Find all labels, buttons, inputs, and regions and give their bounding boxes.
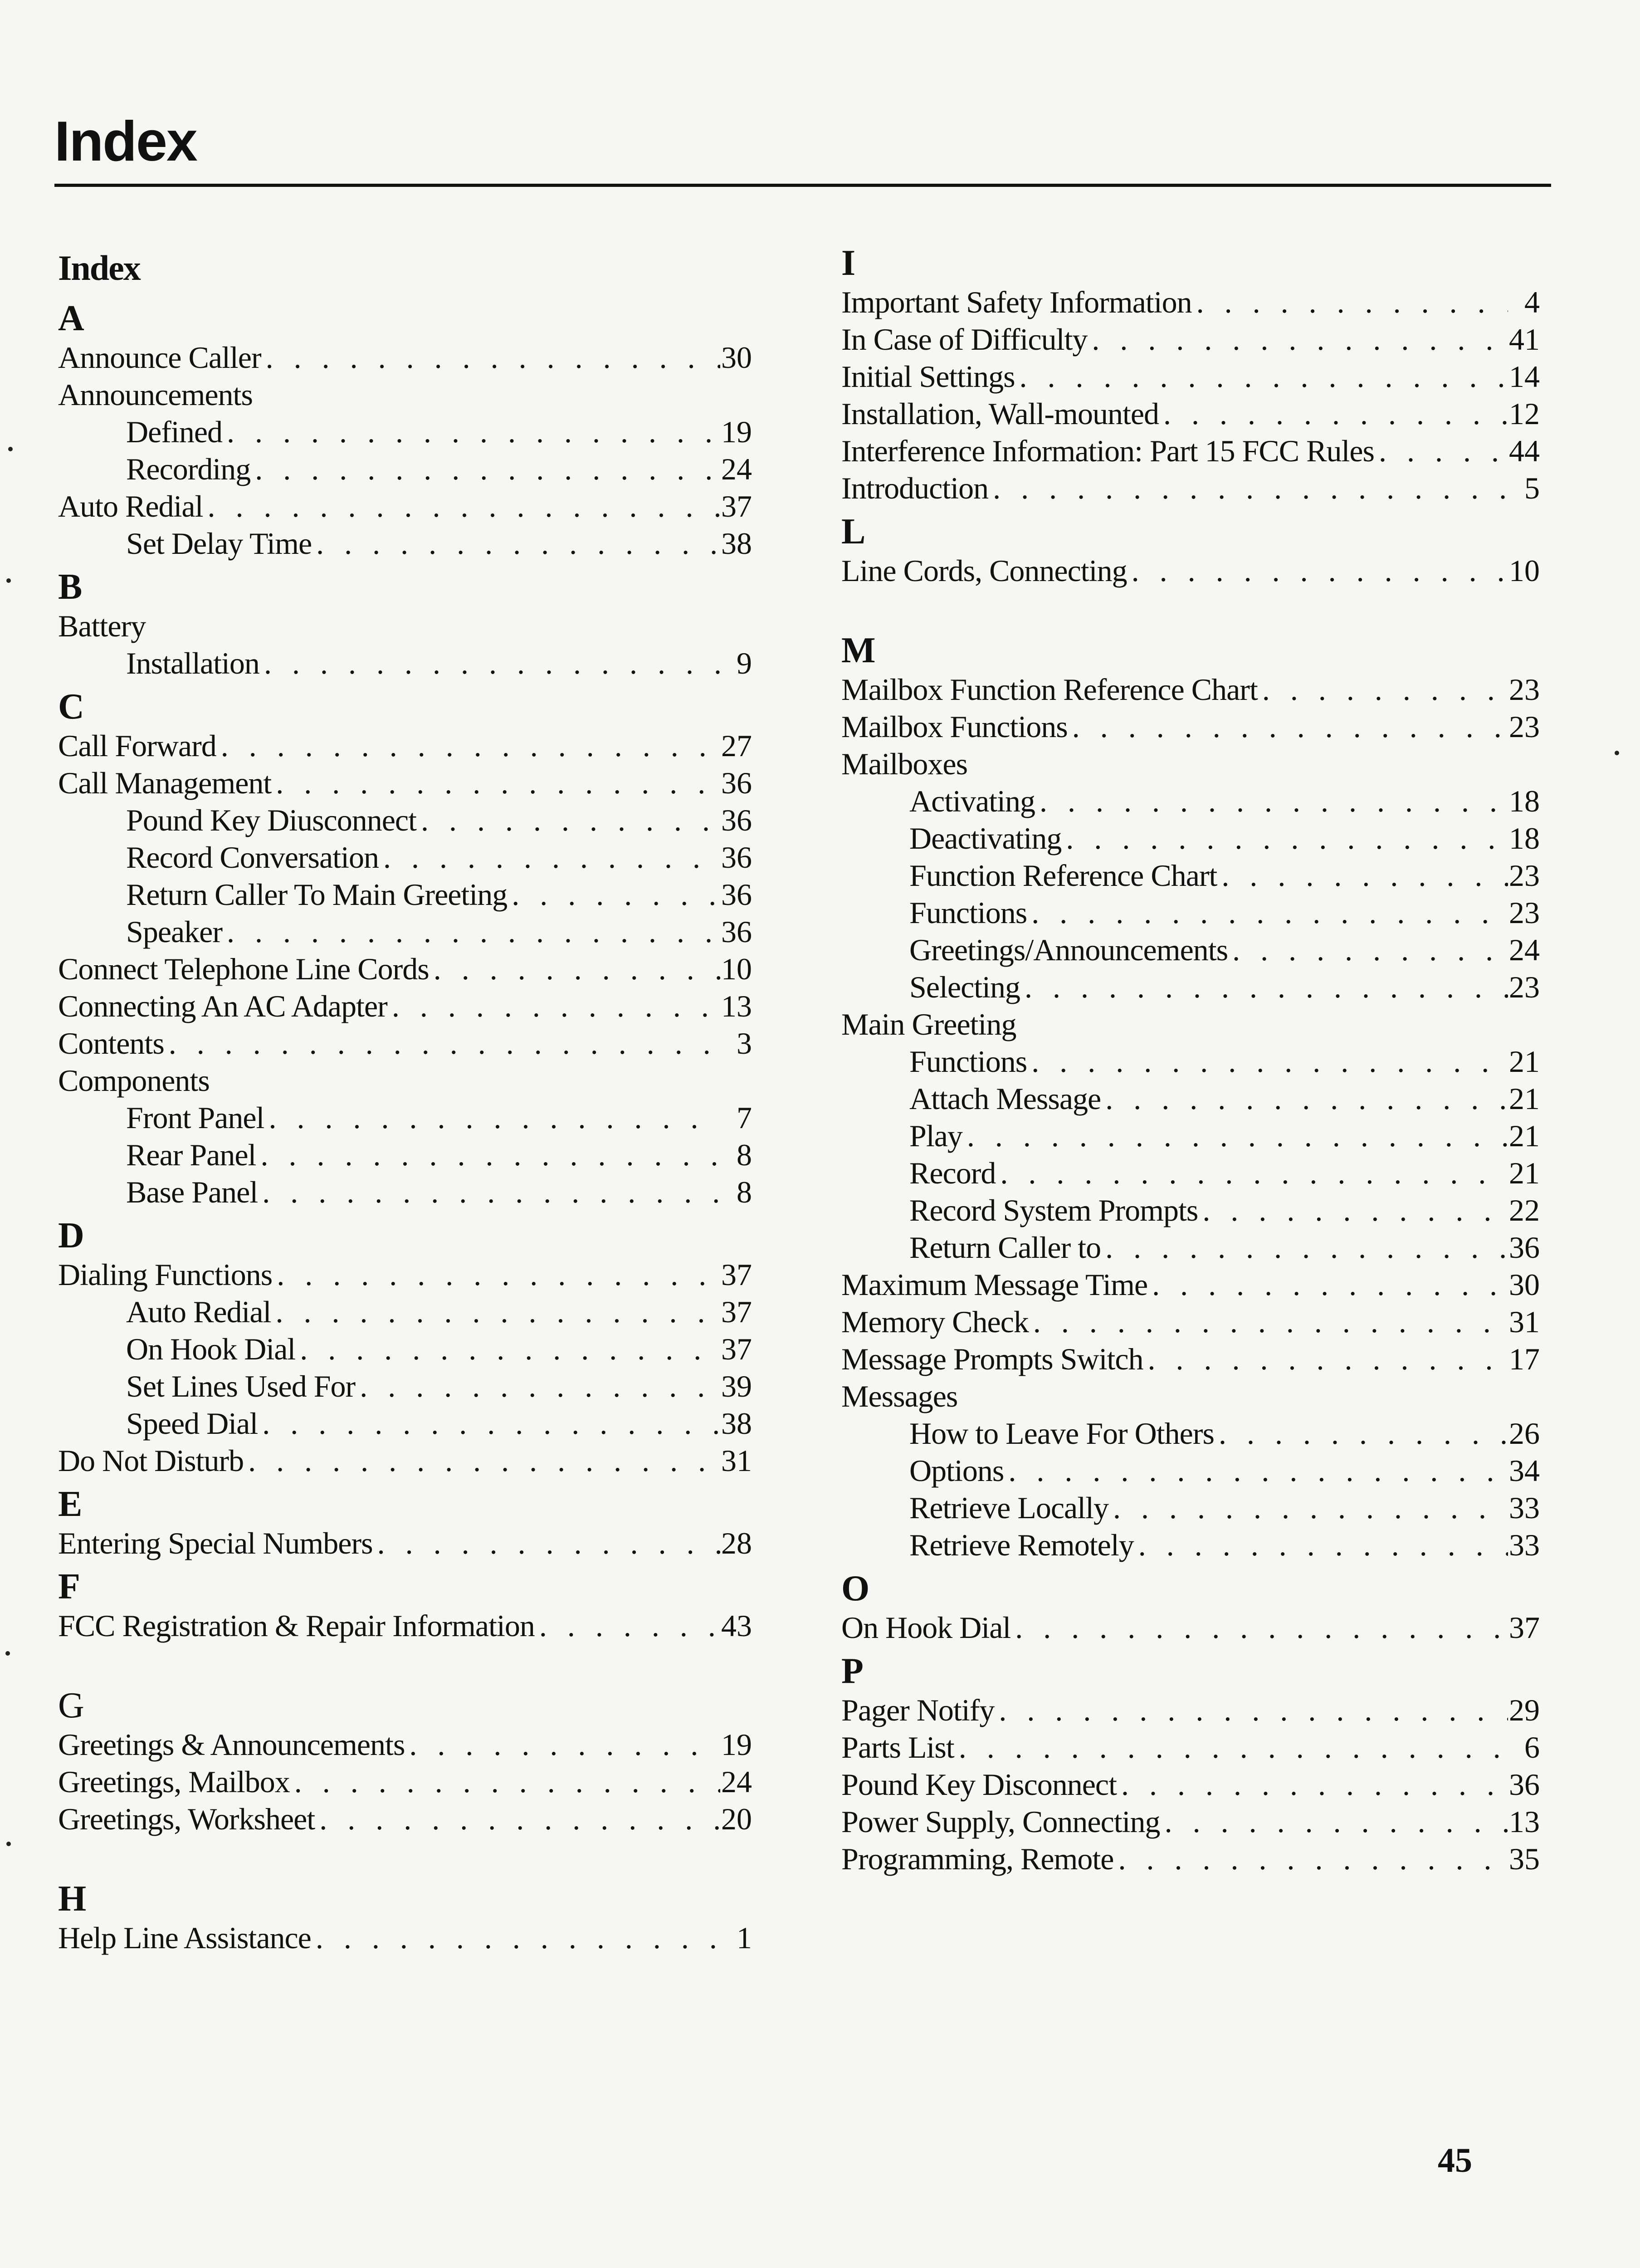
entry-page-number: 20 (721, 1802, 752, 1836)
dot-leader (988, 469, 1508, 507)
entry-term: Installation, Wall-mounted (841, 396, 1159, 431)
dot-leader (312, 525, 720, 562)
section-letter-p: P (841, 1651, 864, 1691)
entry-page-number: 23 (1509, 858, 1540, 893)
dot-leader (387, 987, 720, 1025)
index-subentry (58, 876, 752, 913)
dot-leader (1143, 1340, 1508, 1378)
index-entry (841, 1378, 1540, 1415)
entry-page-number: 36 (1509, 1767, 1540, 1802)
index-entry (841, 671, 1540, 708)
entry-term: Options (909, 1453, 1004, 1488)
entry-page-number: 6 (1524, 1730, 1540, 1765)
entry-term: Do Not Disturb (58, 1443, 244, 1478)
entry-term: Mailbox Function Reference Chart (841, 672, 1258, 707)
entry-page-number: 19 (721, 415, 752, 449)
entry-term: FCC Registration & Repair Information (58, 1608, 535, 1643)
section-letter-i: I (841, 243, 856, 283)
entry-term: Components (58, 1063, 210, 1098)
entry-page-number: 34 (1509, 1453, 1540, 1488)
entry-term: Help Line Assistance (58, 1921, 311, 1955)
dot-leader (222, 413, 720, 450)
entry-term: Call Management (58, 766, 272, 800)
dot-leader (507, 876, 720, 913)
dot-leader (1027, 894, 1508, 931)
section-letter-d: D (58, 1216, 84, 1256)
entry-term: Programming, Remote (841, 1842, 1114, 1876)
index-subentry (58, 1405, 752, 1442)
entry-page-number: 31 (721, 1443, 752, 1478)
index-subtitle: Index (58, 248, 140, 288)
dot-leader (1101, 1080, 1508, 1117)
index-subentry (58, 413, 752, 450)
entry-page-number: 21 (1509, 1119, 1540, 1153)
entry-page-number: 36 (721, 877, 752, 912)
index-subentry (841, 1080, 1540, 1117)
entry-page-number: 13 (721, 989, 752, 1023)
entry-page-number: 4 (1524, 285, 1540, 319)
entry-term: Greetings & Announcements (58, 1727, 405, 1762)
entry-term: Maximum Message Time (841, 1267, 1148, 1302)
dot-leader (271, 764, 720, 802)
entry-term: Messages (841, 1379, 958, 1413)
entry-term: On Hook Dial (841, 1610, 1011, 1645)
entry-page-number: 39 (721, 1369, 752, 1403)
dot-leader (1027, 1043, 1508, 1080)
index-entry (58, 727, 752, 764)
entry-page-number: 24 (1509, 933, 1540, 967)
entry-term: Selecting (909, 970, 1020, 1004)
entry-term: Activating (909, 784, 1035, 818)
dot-leader (1061, 820, 1508, 857)
entry-page-number: 28 (721, 1526, 752, 1560)
index-entry (841, 1803, 1540, 1840)
section-letter-g: G (58, 1686, 84, 1725)
dot-leader (203, 488, 720, 525)
entry-term: How to Leave For Others (909, 1416, 1214, 1451)
dot-leader (311, 1919, 720, 1956)
entry-page-number: 37 (721, 1295, 752, 1329)
entry-term: Front Panel (126, 1100, 264, 1135)
dot-leader (379, 839, 720, 876)
entry-term: Power Supply, Connecting (841, 1804, 1160, 1839)
index-entry (58, 1256, 752, 1293)
entry-term: Mailboxes (841, 747, 968, 781)
entry-page-number: 27 (721, 728, 752, 763)
index-entry (58, 488, 752, 525)
index-entry (58, 987, 752, 1025)
dot-leader (373, 1525, 720, 1562)
entry-page-number: 26 (1509, 1416, 1540, 1451)
entry-page-number: 37 (721, 1332, 752, 1366)
entry-page-number: 33 (1509, 1528, 1540, 1562)
entry-term: Record (909, 1156, 996, 1190)
scan-speck (1615, 751, 1619, 755)
entry-page-number: 10 (721, 952, 752, 986)
entry-term: Introduction (841, 471, 989, 505)
entry-term: Deactivating (909, 821, 1062, 855)
index-entry (58, 339, 752, 376)
entry-term: Greetings, Worksheet (58, 1802, 315, 1836)
entry-term: Initial Settings (841, 359, 1015, 394)
section-letter-o: O (841, 1569, 870, 1608)
index-subentry (841, 1154, 1540, 1192)
index-entry (841, 1766, 1540, 1803)
entry-page-number: 10 (1509, 553, 1540, 588)
entry-page-number: 38 (721, 1406, 752, 1441)
dot-leader (954, 1729, 1508, 1766)
index-entry (841, 1691, 1540, 1729)
entry-page-number: 23 (1509, 672, 1540, 707)
entry-page-number: 24 (721, 1765, 752, 1799)
dot-leader (1068, 708, 1508, 745)
index-subentry (841, 1229, 1540, 1266)
index-entry (841, 284, 1540, 321)
dot-leader (1134, 1526, 1508, 1564)
index-subentry (58, 913, 752, 950)
entry-page-number: 38 (721, 526, 752, 561)
section-letter-a: A (58, 298, 84, 338)
index-entry (841, 708, 1540, 745)
index-subentry (841, 1489, 1540, 1526)
entry-term: Connecting An AC Adapter (58, 989, 387, 1023)
dot-leader (244, 1442, 720, 1479)
index-subentry (58, 645, 752, 682)
entry-term: Announce Caller (58, 340, 261, 375)
entry-term: Mailbox Functions (841, 709, 1068, 744)
entry-term: Function Reference Chart (909, 858, 1217, 893)
entry-term: Pound Key Disconnect (841, 1767, 1117, 1802)
entry-page-number: 23 (1509, 895, 1540, 930)
dot-leader (222, 913, 720, 950)
entry-term: Pager Notify (841, 1693, 995, 1727)
index-entry (841, 321, 1540, 358)
entry-term: Dialing Functions (58, 1257, 273, 1292)
entry-term: Main Greeting (841, 1007, 1016, 1041)
entry-term: Memory Check (841, 1305, 1029, 1339)
dot-leader (1198, 1192, 1508, 1229)
entry-page-number: 19 (721, 1727, 752, 1762)
scan-speck (8, 447, 13, 451)
entry-term: Greetings, Mailbox (58, 1765, 290, 1799)
entry-page-number: 21 (1509, 1044, 1540, 1079)
dot-leader (264, 1099, 720, 1136)
dot-leader (1217, 857, 1508, 894)
entry-page-number: 36 (721, 766, 752, 800)
dot-leader (295, 1330, 720, 1368)
index-entry (58, 376, 752, 413)
dot-leader (1010, 1609, 1508, 1646)
entry-term: Line Cords, Connecting (841, 553, 1127, 588)
dot-leader (1108, 1489, 1508, 1526)
entry-term: Record Conversation (126, 840, 379, 875)
entry-page-number: 3 (737, 1026, 752, 1061)
dot-leader (1147, 1266, 1508, 1303)
dot-leader (1101, 1229, 1508, 1266)
entry-term: Call Forward (58, 728, 216, 763)
page-header (54, 110, 1551, 187)
entry-page-number: 18 (1509, 821, 1540, 855)
entry-term: Interference Information: Part 15 FCC Rules (841, 434, 1375, 468)
index-entry (841, 745, 1540, 782)
index-entry (841, 1840, 1540, 1877)
index-subentry (841, 1415, 1540, 1452)
dot-leader (405, 1726, 720, 1763)
index-subentry (58, 1099, 752, 1136)
left-sections (58, 293, 752, 1956)
index-entry (841, 1006, 1540, 1043)
index-entry (58, 607, 752, 645)
dot-leader (416, 802, 720, 839)
entry-term: Return Caller to (909, 1230, 1101, 1265)
entry-term: Installation (126, 646, 259, 680)
entry-term: Record System Prompts (909, 1193, 1198, 1227)
entry-page-number: 13 (1509, 1804, 1540, 1839)
entry-page-number: 37 (721, 489, 752, 523)
entry-page-number: 36 (721, 840, 752, 875)
dot-leader (1214, 1415, 1508, 1452)
dot-leader (258, 1173, 720, 1211)
dot-leader (535, 1607, 720, 1644)
index-subentry (841, 968, 1540, 1006)
entry-term: Speaker (126, 914, 223, 949)
entry-page-number: 17 (1509, 1342, 1540, 1376)
entry-term: Attach Message (909, 1081, 1101, 1116)
page-number: 45 (1438, 2141, 1472, 2180)
dot-leader (256, 1136, 720, 1173)
entry-page-number: 36 (721, 914, 752, 949)
entry-term: Auto Redial (58, 489, 203, 523)
index-subentry (841, 1043, 1540, 1080)
entry-page-number: 18 (1509, 784, 1540, 818)
entry-term: Return Caller To Main Greeting (126, 877, 508, 912)
index-entry (841, 358, 1540, 395)
index-entry (841, 1609, 1540, 1646)
entry-page-number: 21 (1509, 1156, 1540, 1190)
entry-term: Speed Dial (126, 1406, 258, 1441)
dot-leader (164, 1025, 720, 1062)
entry-page-number: 33 (1509, 1491, 1540, 1525)
entry-page-number: 36 (1509, 1230, 1540, 1265)
dot-leader (1374, 432, 1508, 469)
dot-leader (355, 1368, 720, 1405)
entry-page-number: 8 (737, 1138, 752, 1172)
index-subentry (58, 1368, 752, 1405)
index-entry (841, 1729, 1540, 1766)
index-subentry (58, 450, 752, 488)
dot-leader (1258, 671, 1508, 708)
entry-term: Set Lines Used For (126, 1369, 356, 1403)
index-column-right (841, 238, 1540, 1877)
index-subentry (841, 1117, 1540, 1154)
dot-leader (216, 727, 720, 764)
index-subentry (58, 1330, 752, 1368)
entry-term: In Case of Difficulty (841, 322, 1088, 357)
entry-page-number: 14 (1509, 359, 1540, 394)
section-letter-b: B (58, 567, 83, 607)
index-entry (58, 1607, 752, 1644)
dot-leader (429, 950, 720, 987)
entry-page-number: 5 (1524, 471, 1540, 505)
index-entry (58, 1800, 752, 1838)
entry-term: On Hook Dial (126, 1332, 296, 1366)
section-letter-h: H (58, 1879, 87, 1919)
index-entry (58, 1025, 752, 1062)
entry-page-number: 44 (1509, 434, 1540, 468)
entry-page-number: 30 (1509, 1267, 1540, 1302)
entry-term: Announcements (58, 377, 253, 412)
entry-page-number: 9 (737, 646, 752, 680)
dot-leader (250, 450, 720, 488)
index-subentry (841, 857, 1540, 894)
entry-page-number: 30 (721, 340, 752, 375)
entry-term: Pound Key Diusconnect (126, 803, 417, 837)
right-sections (841, 238, 1540, 1877)
index-subentry (58, 1293, 752, 1330)
index-subentry (58, 839, 752, 876)
section-letter-m: M (841, 631, 876, 670)
dot-leader (315, 1800, 720, 1838)
index-entry (58, 1726, 752, 1763)
dot-leader (1228, 931, 1508, 968)
entry-term: Functions (909, 1044, 1027, 1079)
dot-leader (994, 1691, 1508, 1729)
entry-page-number: 21 (1509, 1081, 1540, 1116)
entry-page-number: 1 (737, 1921, 752, 1955)
index-column-left (58, 243, 752, 1956)
dot-leader (1029, 1303, 1508, 1340)
dot-leader (290, 1763, 720, 1800)
entry-term: Defined (126, 415, 223, 449)
index-entry (841, 395, 1540, 432)
index-entry (58, 1919, 752, 1956)
entry-page-number: 23 (1509, 709, 1540, 744)
dot-leader (1127, 552, 1508, 589)
index-entry (841, 1303, 1540, 1340)
entry-page-number: 37 (721, 1257, 752, 1292)
scan-speck (6, 1842, 11, 1846)
dot-leader (1015, 358, 1508, 395)
dot-leader (996, 1154, 1508, 1192)
dot-leader (258, 1405, 720, 1442)
dot-leader (259, 645, 720, 682)
dot-leader (261, 339, 720, 376)
dot-leader (271, 1293, 720, 1330)
dot-leader (1160, 1803, 1508, 1840)
entry-page-number: 8 (737, 1175, 752, 1209)
dot-leader (1117, 1766, 1508, 1803)
entry-term: Auto Redial (126, 1295, 271, 1329)
entry-term: Message Prompts Switch (841, 1342, 1143, 1376)
index-subentry (841, 894, 1540, 931)
entry-term: Greetings/Announcements (909, 933, 1228, 967)
entry-term: Retrieve Locally (909, 1491, 1109, 1525)
index-entry (841, 432, 1540, 469)
index-entry (58, 1763, 752, 1800)
index-subentry (841, 1192, 1540, 1229)
index-entry (58, 1525, 752, 1562)
entry-term: Functions (909, 895, 1027, 930)
dot-leader (1159, 395, 1508, 432)
dot-leader (1004, 1452, 1508, 1489)
entry-term: Recording (126, 452, 251, 486)
entry-page-number: 23 (1509, 970, 1540, 1004)
index-subentry (841, 1452, 1540, 1489)
entry-page-number: 29 (1509, 1693, 1540, 1727)
entry-page-number: 35 (1509, 1842, 1540, 1876)
index-subentry (841, 782, 1540, 820)
index-entry (58, 764, 752, 802)
index-entry (58, 950, 752, 987)
index-subentry (58, 525, 752, 562)
entry-term: Connect Telephone Line Cords (58, 952, 429, 986)
entry-page-number: 41 (1509, 322, 1540, 357)
dot-leader (272, 1256, 720, 1293)
entry-page-number: 43 (721, 1608, 752, 1643)
entry-page-number: 7 (737, 1100, 752, 1135)
index-entry (58, 1062, 752, 1099)
index-entry (841, 552, 1540, 589)
entry-term: Play (909, 1119, 962, 1153)
dot-leader (1035, 782, 1508, 820)
entry-term: Parts List (841, 1730, 954, 1765)
index-subentry (58, 1173, 752, 1211)
entry-term: Battery (58, 609, 146, 643)
index-entry (841, 1266, 1540, 1303)
section-letter-e: E (58, 1484, 83, 1524)
dot-leader (1192, 284, 1508, 321)
entry-term: Entering Special Numbers (58, 1526, 373, 1560)
entry-term: Important Safety Information (841, 285, 1192, 319)
entry-term: Set Delay Time (126, 526, 312, 561)
entry-page-number: 12 (1509, 396, 1540, 431)
index-subentry (58, 802, 752, 839)
dot-leader (1113, 1840, 1508, 1877)
entry-page-number: 36 (721, 803, 752, 837)
section-letter-c: C (58, 687, 84, 727)
scan-speck (5, 1651, 10, 1656)
entry-page-number: 22 (1509, 1193, 1540, 1227)
index-entry (841, 1340, 1540, 1378)
entry-term: Contents (58, 1026, 164, 1061)
entry-term: Rear Panel (126, 1138, 256, 1172)
entry-page-number: 31 (1509, 1305, 1540, 1339)
page-title: Index (54, 110, 197, 173)
dot-leader (1087, 321, 1508, 358)
dot-leader (962, 1117, 1508, 1154)
index-subentry (841, 931, 1540, 968)
index-subentry (58, 1136, 752, 1173)
entry-term: Base Panel (126, 1175, 258, 1209)
entry-page-number: 24 (721, 452, 752, 486)
index-subentry (841, 820, 1540, 857)
entry-term: Retrieve Remotely (909, 1528, 1134, 1562)
section-letter-f: F (58, 1567, 80, 1607)
section-letter-l: L (841, 512, 866, 552)
dot-leader (1020, 968, 1508, 1006)
index-subentry (841, 1526, 1540, 1564)
entry-page-number: 37 (1509, 1610, 1540, 1645)
index-entry (58, 1442, 752, 1479)
scan-speck (6, 578, 11, 583)
index-entry (841, 469, 1540, 507)
